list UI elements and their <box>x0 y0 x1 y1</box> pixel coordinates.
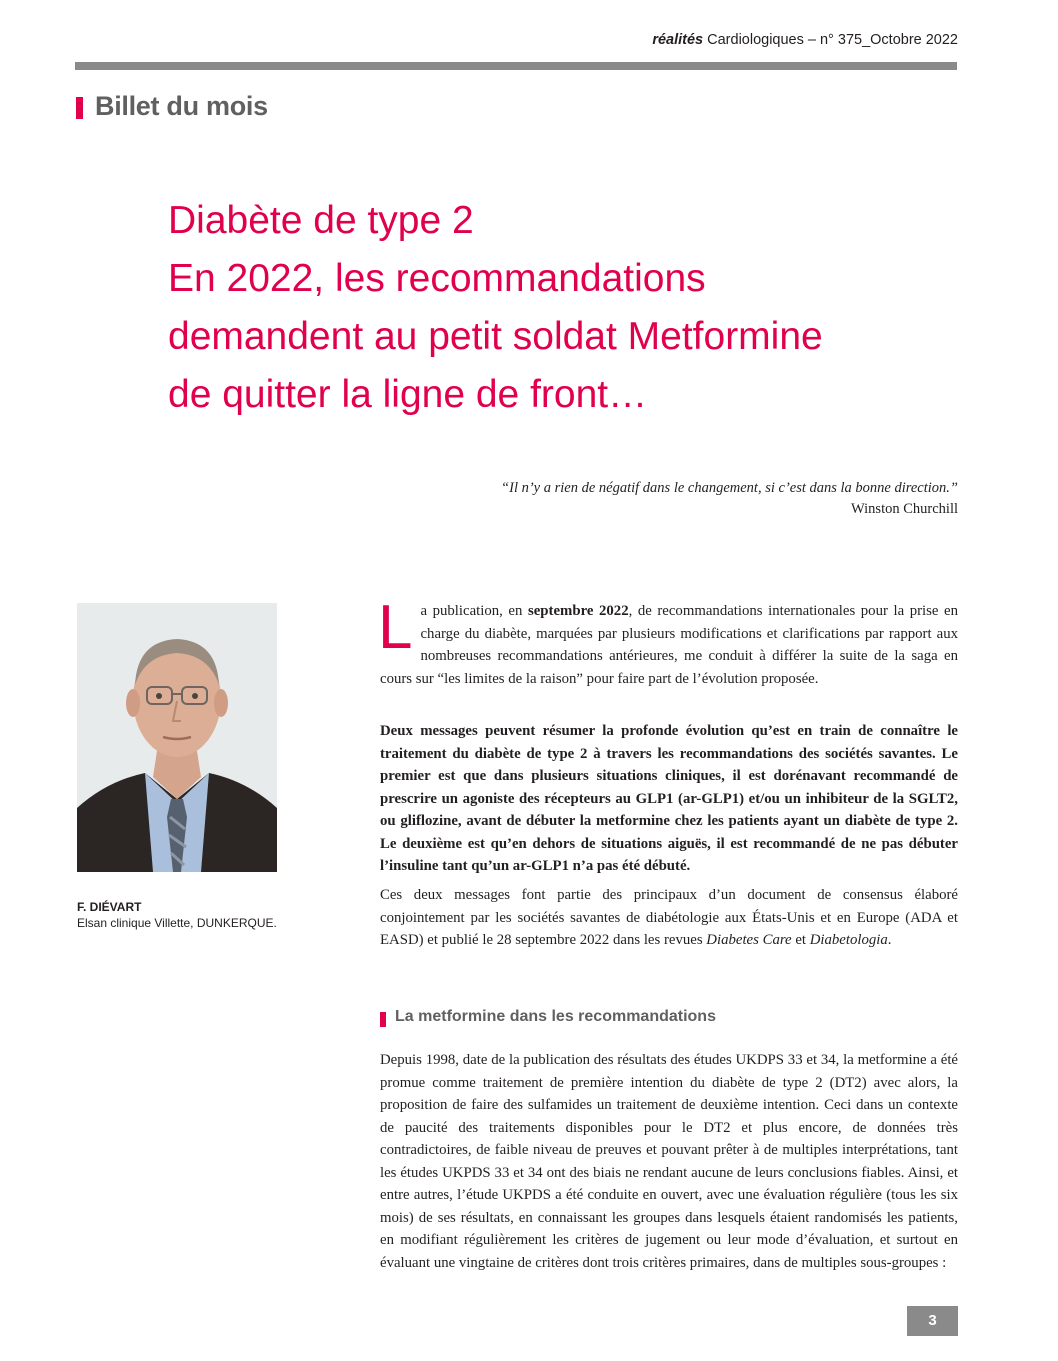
journal-issue-line <box>652 32 958 48</box>
intro-text-end: , de recommandations internationales pour la prise en charge du diabète, marquées par plusieurs modifications et clarifications par rapport aux nombreuses recommandations antérieures, me conduit à différer la suite de la saga en cours sur “les limites de la raison” pour faire part de l’évolution proposée. <box>380 603 958 687</box>
epigraph-author: Winston Churchill <box>851 501 958 517</box>
journal-brand: réalités <box>652 32 704 48</box>
intro-date: septembre 2022 <box>527 603 629 619</box>
section-marker <box>76 97 83 119</box>
epigraph-text: “Il n’y a rien de négatif dans le changement, si c’est dans la bonne direction.” <box>501 480 958 496</box>
title-line-3: demandent au petit soldat Metformine <box>168 315 823 358</box>
drop-cap: L <box>378 593 413 662</box>
subheading-marker <box>380 1012 386 1027</box>
page-number: 3 <box>907 1306 958 1336</box>
intro-text-start: a publication, en <box>420 603 528 619</box>
consensus-text: Ces deux messages font partie des principaux d’un document de consensus élaboré conjointement par les sociétés savantes de diabétologie aux États-Unis et en Europe (ADA et EASD) et publié le 28 septembre 2022 dans les revues <box>380 887 958 948</box>
key-messages-paragraph: Deux messages peuvent résumer la profonde évolution qu’est en train de connaître le traitement du diabète de type 2 à travers les recommandations des sociétés savantes. Le premier est que dans plusieurs situations cliniques, il est dorénavant recommandé de prescrire un agoniste des récepteurs au GLP1 (ar-GLP1) et/ou un inhibiteur de la SGLT2, ou gliflozine, avant de débuter la metformine chez les patients ayant un diabète de type 2. Le deuxième est qu’en dehors de situations aiguës, il est recommandé de ne pas débuter l’insuline tant qu’un ar-GLP1 n’a pas été débuté. <box>380 723 958 874</box>
journal-diabetes-care: Diabetes Care <box>706 932 792 948</box>
intro-paragraph <box>378 593 958 690</box>
author-photo <box>77 603 277 872</box>
subheading: La metformine dans les recommandations <box>395 1008 716 1025</box>
consensus-period: . <box>887 932 892 948</box>
journal-diabetologia: Diabetologia <box>809 932 888 948</box>
journal-issue: Cardiologiques – n° 375_Octobre 2022 <box>703 32 958 48</box>
consensus-and: et <box>791 932 810 948</box>
author-affiliation: Elsan clinique Villette, DUNKERQUE. <box>77 916 277 930</box>
epigraph <box>501 478 958 520</box>
article-title <box>168 192 958 424</box>
title-line-4: de quitter la ligne de front… <box>168 373 648 416</box>
author-name: F. DIÉVART <box>77 900 142 914</box>
consensus-paragraph <box>380 884 958 952</box>
section-title: Billet du mois <box>95 91 268 121</box>
title-line-1: Diabète de type 2 <box>168 199 474 242</box>
title-line-2: En 2022, les recommandations <box>168 257 706 300</box>
metformin-paragraph: Depuis 1998, date de la publication des résultats des études UKDPS 33 et 34, la metformine a été promue comme traitement de première intention du diabète de type 2 (DT2) avec alors, la proposition de faire des sulfamides un traitement de deuxième intention. Ceci dans un contexte de paucité des traitements disponibles pour le DT2 et plus encore, de données très contradictoires, de faible niveau de preuves et pouvant prêter à de multiples interprétations, tant les études UKPDS 33 et 34 ont des biais ne rendant aucune de leurs conclusions fiables. Ainsi, et entre autres, l’étude UKPDS a été conduite en ouvert, avec une évaluation régulière (tous les six mois) de ses résultats, en connaissant les groupes dans lesquels étaient randomisés les patients, en modifiant régulièrement les critères de jugement ou leur mode d’évaluation, et surtout en évaluant une vingtaine de critères dont trois critères primaires, dans de multiples sous-groupes : <box>380 1052 958 1271</box>
header-rule <box>75 62 957 70</box>
